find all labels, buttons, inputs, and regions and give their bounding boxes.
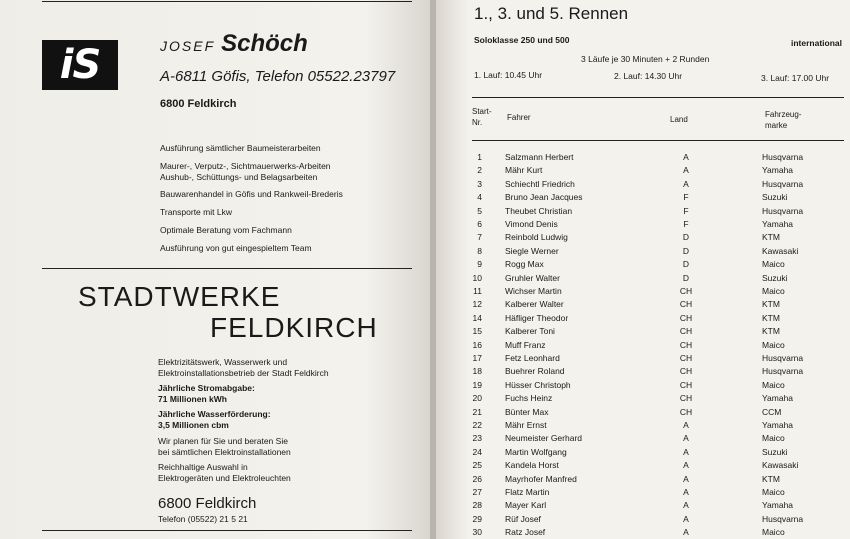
table-row bbox=[436, 206, 850, 219]
table-row bbox=[436, 152, 850, 165]
land-cell: A bbox=[683, 165, 689, 176]
service-line: Aushub-, Schüttungs- und Belagsarbeiten bbox=[160, 172, 318, 182]
marke-cell: Kawasaki bbox=[762, 460, 799, 471]
land-cell: D bbox=[682, 232, 690, 243]
stadtwerke-desc: Elektroinstallationsbetrieb der Stadt Feldkirch bbox=[158, 368, 329, 378]
land-cell: CH bbox=[679, 312, 693, 323]
land-cell: D bbox=[682, 259, 690, 270]
marke-cell: KTM bbox=[762, 299, 780, 310]
start-nr-cell: 6 bbox=[477, 219, 482, 229]
start-nr-cell: 4 bbox=[477, 192, 482, 203]
top-rule bbox=[42, 1, 412, 2]
rider-name-cell: Theubet Christian bbox=[505, 205, 573, 216]
marke-cell: Suzuki bbox=[762, 272, 788, 283]
land-cell: F bbox=[683, 205, 689, 216]
stadtwerke-title-line1: STADTWERKE bbox=[78, 281, 281, 312]
rider-name-cell: Flatz Martin bbox=[505, 487, 550, 497]
table-row bbox=[436, 179, 850, 192]
marke-cell: Husqvarna bbox=[762, 205, 804, 216]
start-nr-cell: 28 bbox=[472, 500, 482, 511]
land-cell: A bbox=[683, 513, 689, 524]
header-start-nr bbox=[472, 106, 492, 128]
strom-value: 71 Millionen kWh bbox=[158, 394, 227, 404]
land-cell: A bbox=[683, 460, 689, 471]
marke-cell: KTM bbox=[762, 232, 780, 243]
start-nr-cell: 18 bbox=[472, 366, 482, 377]
land-cell: CH bbox=[679, 286, 693, 296]
marke-cell: Maico bbox=[762, 527, 785, 538]
start-nr-cell: 21 bbox=[472, 406, 482, 417]
stadtwerke-title-line2: FELDKIRCH bbox=[210, 312, 378, 343]
start-nr-cell: 20 bbox=[472, 393, 482, 404]
stadtwerke-telefon: Telefon (05522) 21 5 21 bbox=[158, 514, 248, 524]
marke-cell: Husqvarna bbox=[762, 366, 804, 377]
start-nr-cell: 23 bbox=[472, 433, 482, 444]
table-row bbox=[436, 246, 850, 259]
rider-name-cell: Häfliger Theodor bbox=[505, 312, 569, 323]
rider-name-cell: Fuchs Heinz bbox=[505, 393, 553, 404]
land-cell: F bbox=[683, 219, 689, 229]
plan-line: bei sämtlichen Elektroinstallationen bbox=[158, 447, 291, 457]
table-row bbox=[436, 447, 850, 460]
rider-name-cell: Kalberer Toni bbox=[505, 326, 555, 337]
rider-name-cell: Rüf Josef bbox=[505, 513, 541, 524]
auswahl-line: Reichhaltige Auswahl in bbox=[158, 462, 248, 472]
service-line: Optimale Beratung vom Fachmann bbox=[160, 225, 292, 235]
service-line: Ausführung von gut eingespieltem Team bbox=[160, 243, 312, 253]
marke-cell: Yamaha bbox=[762, 420, 794, 430]
rider-name-cell: Salzmann Herbert bbox=[505, 152, 574, 162]
marke-cell: Yamaha bbox=[762, 393, 794, 404]
start-nr-cell: 29 bbox=[472, 513, 482, 524]
marke-cell: CCM bbox=[762, 406, 782, 417]
table-row bbox=[436, 393, 850, 406]
land-cell: CH bbox=[679, 326, 693, 337]
start-nr-cell: 9 bbox=[477, 259, 482, 270]
rider-name-cell: Vimond Denis bbox=[505, 219, 558, 229]
lauf3-time: 3. Lauf: 17.00 Uhr bbox=[761, 73, 830, 83]
marke-cell: Kawasaki bbox=[762, 245, 799, 256]
marke-cell: Yamaha bbox=[762, 165, 794, 176]
wasser-label: Jährliche Wasserförderung: bbox=[158, 409, 271, 419]
land-cell: D bbox=[682, 245, 690, 256]
land-cell: A bbox=[683, 433, 689, 444]
table-row bbox=[436, 273, 850, 286]
start-nr-cell: 7 bbox=[477, 232, 482, 243]
rider-name-cell: Bünter Max bbox=[505, 406, 549, 417]
land-cell: A bbox=[683, 446, 689, 457]
rider-name-cell: Wichser Martin bbox=[505, 286, 562, 296]
strom-label: Jährliche Stromabgabe: bbox=[158, 383, 255, 393]
table-row bbox=[436, 407, 850, 420]
service-line: Bauwarenhandel in Göfis und Rankweil-Brederis bbox=[160, 189, 343, 199]
marke-cell: Maico bbox=[762, 286, 785, 296]
marke-cell: Husqvarna bbox=[762, 178, 804, 189]
plan-line: Wir planen für Sie und beraten Sie bbox=[158, 436, 288, 446]
start-nr-cell: 15 bbox=[472, 326, 482, 337]
land-cell: A bbox=[683, 500, 689, 511]
marke-cell: Maico bbox=[762, 379, 785, 390]
table-row bbox=[436, 460, 850, 473]
schoech-logo: iS bbox=[42, 40, 118, 90]
rider-name-cell: Buehrer Roland bbox=[505, 366, 565, 377]
marke-cell: Husqvarna bbox=[762, 353, 804, 363]
land-cell: A bbox=[683, 178, 689, 189]
marke-cell: Maico bbox=[762, 339, 785, 350]
start-nr-cell: 1 bbox=[477, 152, 482, 162]
land-cell: CH bbox=[679, 353, 693, 363]
land-cell: CH bbox=[679, 379, 693, 390]
right-page bbox=[436, 0, 850, 539]
marke-cell: KTM bbox=[762, 312, 780, 323]
land-cell: A bbox=[683, 487, 689, 497]
marke-cell: Husqvarna bbox=[762, 152, 804, 162]
wasser-value: 3,5 Millionen cbm bbox=[158, 420, 229, 430]
table-row bbox=[436, 433, 850, 446]
land-cell: CH bbox=[679, 366, 693, 377]
start-nr-cell: 30 bbox=[472, 527, 482, 538]
marke-cell: Maico bbox=[762, 487, 785, 497]
table-row bbox=[436, 474, 850, 487]
service-line: Maurer-, Verputz-, Sichtmauerwerks-Arbeiten bbox=[160, 161, 331, 171]
land-cell: A bbox=[683, 152, 689, 162]
table-row bbox=[436, 527, 850, 539]
firm-name bbox=[160, 30, 308, 58]
rider-name-cell: Mayer Karl bbox=[505, 500, 547, 511]
start-nr-cell: 26 bbox=[472, 473, 482, 484]
rider-name-cell: Kalberer Walter bbox=[505, 299, 564, 310]
lauf1-time: 1. Lauf: 10.45 Uhr bbox=[474, 70, 543, 80]
header-marke-line1: Fahrzeug- bbox=[765, 110, 802, 119]
header-marke-line2: marke bbox=[765, 121, 788, 130]
start-nr-cell: 12 bbox=[472, 299, 482, 310]
rider-name-cell: Rogg Max bbox=[505, 259, 544, 270]
land-cell: CH bbox=[679, 299, 693, 310]
rider-name-cell: Bruno Jean Jacques bbox=[505, 192, 583, 203]
rider-name-cell: Martin Wolfgang bbox=[505, 446, 567, 457]
table-row bbox=[436, 286, 850, 299]
start-nr-cell: 11 bbox=[473, 286, 482, 296]
firm-address: A-6811 Göfis, Telefon 05522.23797 bbox=[160, 68, 396, 85]
service-line: Ausführung sämtlicher Baumeisterarbeiten bbox=[160, 143, 321, 153]
table-row bbox=[436, 326, 850, 339]
table-row bbox=[436, 232, 850, 245]
header-start-nr-line2: Nr. bbox=[472, 118, 483, 127]
table-row bbox=[436, 299, 850, 312]
start-nr-cell: 2 bbox=[477, 165, 482, 176]
table-row bbox=[436, 366, 850, 379]
table-row bbox=[436, 353, 850, 366]
rider-name-cell: Mähr Ernst bbox=[505, 420, 547, 430]
start-nr-cell: 16 bbox=[472, 339, 482, 350]
start-nr-cell: 10 bbox=[472, 272, 482, 283]
stadtwerke-city: 6800 Feldkirch bbox=[158, 495, 257, 512]
table-row bbox=[436, 313, 850, 326]
marke-cell: Yamaha bbox=[762, 219, 794, 229]
table-header-rule bbox=[472, 140, 844, 141]
land-cell: A bbox=[683, 420, 689, 430]
start-nr-cell: 19 bbox=[472, 379, 482, 390]
land-cell: CH bbox=[679, 393, 693, 404]
table-row bbox=[436, 259, 850, 272]
start-nr-cell: 27 bbox=[472, 487, 482, 497]
header-land: Land bbox=[670, 115, 688, 124]
marke-cell: Maico bbox=[762, 433, 785, 444]
rider-name-cell: Ratz Josef bbox=[505, 527, 546, 538]
land-cell: CH bbox=[679, 406, 693, 417]
start-nr-cell: 8 bbox=[477, 245, 482, 256]
land-cell: A bbox=[683, 473, 689, 484]
marke-cell: Suzuki bbox=[762, 446, 788, 457]
marke-cell: Suzuki bbox=[762, 192, 788, 203]
table-top-rule bbox=[472, 97, 844, 98]
marke-cell: KTM bbox=[762, 473, 780, 484]
start-nr-cell: 22 bbox=[472, 420, 482, 430]
rider-name-cell: Hüsser Christoph bbox=[505, 379, 571, 390]
table-row bbox=[436, 219, 850, 232]
stadtwerke-desc: Elektrizitätswerk, Wasserwerk und bbox=[158, 357, 288, 367]
rider-name-cell: Mayrhofer Manfred bbox=[505, 473, 577, 484]
land-cell: A bbox=[683, 527, 689, 538]
bottom-rule bbox=[42, 530, 412, 531]
international-label: international bbox=[791, 38, 843, 48]
table-row bbox=[436, 500, 850, 513]
table-row bbox=[436, 380, 850, 393]
firm-last-name: Schöch bbox=[221, 30, 308, 57]
header-fahrer: Fahrer bbox=[507, 113, 531, 122]
marke-cell: Yamaha bbox=[762, 500, 794, 511]
service-line: Transporte mit Lkw bbox=[160, 207, 232, 217]
laeufe-info: 3 Läufe je 30 Minuten + 2 Runden bbox=[581, 54, 710, 64]
land-cell: F bbox=[683, 192, 689, 203]
rider-name-cell: Muff Franz bbox=[505, 339, 546, 350]
rider-name-cell: Siegle Werner bbox=[505, 245, 559, 256]
rider-name-cell: Fetz Leonhard bbox=[505, 353, 560, 363]
auswahl-line: Elektrogeräten und Elektroleuchten bbox=[158, 473, 291, 483]
table-row bbox=[436, 340, 850, 353]
land-cell: CH bbox=[679, 339, 693, 350]
race-class: Soloklasse 250 und 500 bbox=[474, 35, 570, 45]
start-nr-cell: 17 bbox=[472, 353, 482, 363]
table-row bbox=[436, 487, 850, 500]
marke-cell: Husqvarna bbox=[762, 513, 804, 524]
header-marke bbox=[765, 109, 801, 131]
start-nr-cell: 24 bbox=[472, 446, 482, 457]
header-start-nr-line1: Start- bbox=[472, 107, 492, 116]
rider-name-cell: Reinbold Ludwig bbox=[505, 232, 568, 243]
lauf2-time: 2. Lauf: 14.30 Uhr bbox=[614, 71, 683, 81]
marke-cell: KTM bbox=[762, 326, 780, 337]
section-rule bbox=[42, 268, 412, 269]
firm-first-name: JOSEF bbox=[160, 38, 216, 54]
marke-cell: Maico bbox=[762, 259, 785, 270]
table-row bbox=[436, 192, 850, 205]
start-nr-cell: 25 bbox=[472, 460, 482, 471]
start-nr-cell: 3 bbox=[477, 178, 482, 189]
table-row bbox=[436, 165, 850, 178]
race-title: 1., 3. und 5. Rennen bbox=[474, 4, 629, 23]
rider-name-cell: Gruhler Walter bbox=[505, 272, 560, 283]
rider-name-cell: Neumeister Gerhard bbox=[505, 433, 583, 444]
firm-city: 6800 Feldkirch bbox=[160, 98, 237, 110]
rider-name-cell: Schiechtl Friedrich bbox=[505, 178, 575, 189]
rider-name-cell: Kandela Horst bbox=[505, 460, 559, 471]
start-nr-cell: 14 bbox=[472, 312, 482, 323]
table-row bbox=[436, 420, 850, 433]
start-nr-cell: 5 bbox=[477, 205, 482, 216]
rider-name-cell: Mähr Kurt bbox=[505, 165, 543, 176]
table-row bbox=[436, 514, 850, 527]
land-cell: D bbox=[682, 272, 690, 283]
